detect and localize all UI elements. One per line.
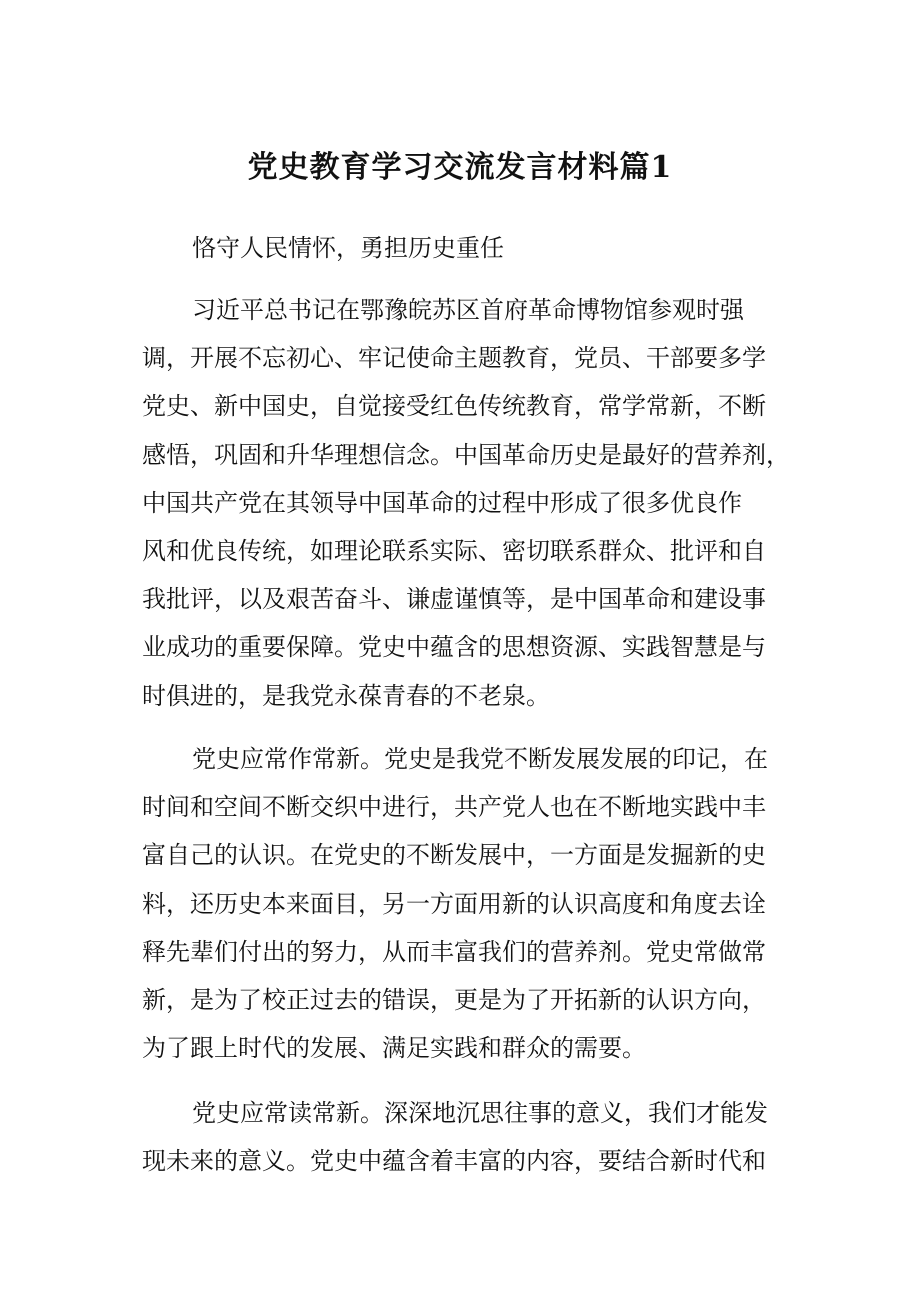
paragraph-line: 时俱进的，是我党永葆青春的不老泉。	[142, 681, 550, 710]
paragraph-1	[142, 286, 790, 720]
paragraph-line: 党史应常读常新。深深地沉思往事的意义，我们才能发	[192, 1099, 768, 1127]
paragraph-line: 业成功的重要保障。党史中蕴含的思想资源、实践智慧是与	[142, 633, 766, 662]
paragraph-line: 料，还历史本来面目，另一方面用新的认识高度和角度去诠	[142, 889, 766, 918]
document-title: 党史教育学习交流发言材料篇1	[247, 150, 673, 185]
paragraph-line: 为了跟上时代的发展、满足实践和群众的需要。	[142, 1034, 646, 1063]
paragraph-line: 现未来的意义。党史中蕴含着丰富的内容，要结合新时代和	[142, 1147, 766, 1176]
paragraph-line: 中国共产党在其领导中国革命的过程中形成了很多优良作	[142, 488, 742, 517]
paragraph-line: 风和优良传统，如理论联系实际、密切联系群众、批评和自	[142, 536, 766, 565]
paragraph-line: 新，是为了校正过去的错误，更是为了开拓新的认识方向，	[142, 985, 766, 1014]
paragraph-line: 时间和空间不断交织中进行，共产党人也在不断地实践中丰	[142, 793, 766, 822]
paragraph-3	[142, 1089, 787, 1185]
paragraph-line: 党史应常作常新。党史是我党不断发展发展的印记，在	[192, 745, 768, 773]
paragraph-line: 我批评，以及艰苦奋斗、谦虚谨慎等，是中国革命和建设事	[142, 585, 766, 614]
paragraph-line: 习近平总书记在鄂豫皖苏区首府革命博物馆参观时强	[192, 296, 744, 324]
paragraph-line: 党史、新中国史，自觉接受红色传统教育，常学常新，不断	[142, 392, 766, 421]
paragraph-line: 富自己的认识。在党史的不断发展中，一方面是发掘新的史	[142, 841, 766, 870]
paragraph-line: 感悟，巩固和升华理想信念。中国革命历史是最好的营养剂，	[142, 440, 790, 469]
paragraph-line: 释先辈们付出的努力，从而丰富我们的营养剂。党史常做常	[142, 937, 766, 966]
paragraph-2	[142, 735, 787, 1072]
paragraph-line: 调，开展不忘初心、牢记使命主题教育，党员、干部要多学	[142, 344, 766, 373]
document-subtitle: 恪守人民情怀，勇担历史重任	[192, 234, 504, 262]
